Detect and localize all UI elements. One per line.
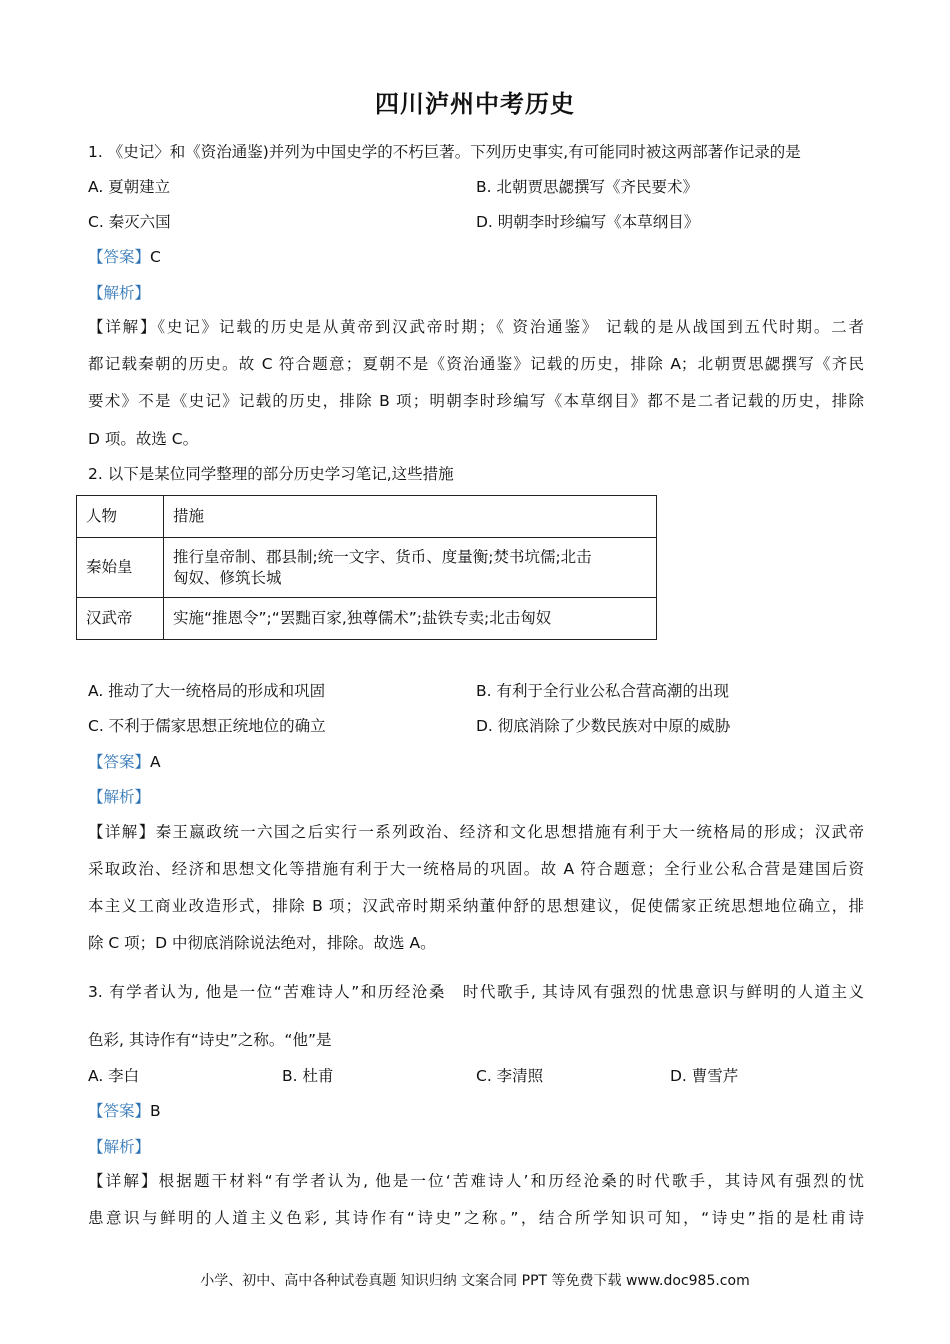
table-header-cell: 人物 [77,496,164,538]
q1-option-b: B. 北朝贾思勰撰写《齐民要术》 [476,178,698,196]
measures-line: 匈奴、修筑长城 [173,568,282,587]
q3-option-b: B. 杜甫 [282,1067,334,1085]
q1-detail-line: D 项。故选 C。 [88,430,199,448]
page-title: 四川泸州中考历史 [375,90,575,118]
q1-option-c: C. 秦灭六国 [88,213,171,231]
answer-value: C [150,248,161,266]
table-cell-person: 秦始皇 [77,538,164,598]
answer-tag: 【答案】 [88,753,151,771]
q2-option-d: D. 彻底消除了少数民族对中原的威胁 [476,717,731,735]
measures-line: 推行皇帝制、郡县制;统一文字、货币、度量衡;焚书坑儒;北击 [173,547,592,566]
q2-stem: 2. 以下是某位同学整理的部分历史学习笔记,这些措施 [88,465,454,483]
q3-detail-line: 【详解】根据题干材料“有学者认为, 他是一位‘苦难诗人’和历经沧桑的时代歌手，其诗风有强烈的忧 [88,1172,864,1190]
table-row [77,538,657,598]
table-row [77,598,657,640]
q3-analysis-tag: 【解析】 [88,1138,151,1156]
q2-analysis-tag: 【解析】 [88,788,151,806]
q3-option-a: A. 李白 [88,1067,140,1085]
q2-detail-line: 本主义工商业改造形式，排除 B 项；汉武帝时期采纳董仲舒的思想建议，促使儒家正统思想地位确立，排 [88,897,864,915]
q3-stem-line: 色彩, 其诗作有“诗史”之称。“他”是 [88,1031,332,1049]
q3-option-c: C. 李清照 [476,1067,544,1085]
q2-answer [88,751,161,773]
answer-value: A [150,753,161,771]
q1-analysis-tag: 【解析】 [88,284,151,302]
table-cell-measures [164,538,657,598]
q1-detail-line: 要术》不是《史记》记载的历史，排除 B 项；明朝李时珍编写《本草纲目》都不是二者记载的历史，排除 [88,392,864,410]
q1-detail-line: 【详解】《史记》记载的历史是从黄帝到汉武帝时期；《 资治通鉴》 记载的是从战国到五代时期。二者 [88,318,864,336]
table-header-cell: 措施 [164,496,657,538]
q2-option-a: A. 推动了大一统格局的形成和巩固 [88,682,326,700]
answer-value: B [150,1102,161,1120]
q1-detail-line: 都记载秦朝的历史。故 C 符合题意；夏朝不是《资治通鉴》记载的历史，排除 A；北朝贾思勰撰写《齐民 [88,355,864,373]
q1-option-d: D. 明朝李时珍编写《本草纲目》 [476,213,700,231]
notes-table [76,495,657,640]
q2-detail-line: 【详解】秦王嬴政统一六国之后实行一系列政治、经济和文化思想措施有利于大一统格局的形成；汉武帝 [88,823,864,841]
q3-stem-line: 3. 有学者认为, 他是一位“苦难诗人”和历经沧桑 时代歌手, 其诗风有强烈的忧患意识与鲜明的人道主义 [88,983,864,1001]
q3-option-d: D. 曹雪芹 [670,1067,739,1085]
q1-answer [88,246,161,268]
table-cell-measures: 实施“推恩令”;“罢黜百家,独尊儒术”;盐铁专卖;北击匈奴 [164,598,657,640]
q2-option-c: C. 不利于儒家思想正统地位的确立 [88,717,326,735]
q2-detail-line: 除 C 项；D 中彻底消除说法绝对，排除。故选 A。 [88,934,436,952]
q3-detail-line: 患意识与鲜明的人道主义色彩, 其诗作有“诗史”之称。”，结合所学知识可知，“诗史”指的是杜甫诗 [88,1209,864,1227]
q2-detail-line: 采取政治、经济和思想文化等措施有利于大一统格局的巩固。故 A 符合题意；全行业公私合营是建国后资 [88,860,864,878]
q1-option-a: A. 夏朝建立 [88,178,171,196]
table-header-row [77,496,657,538]
answer-tag: 【答案】 [88,1102,151,1120]
q1-stem: 1. 《史记〉和《资治通鉴)并列为中国史学的不朽巨著。下列历史事实,有可能同时被这两部著作记录的是 [88,143,801,161]
page-footer: 小学、初中、高中各种试卷真题 知识归纳 文案合同 PPT 等免费下载 www.doc985.com [200,1273,750,1289]
table-cell-person: 汉武帝 [77,598,164,640]
q3-answer [88,1100,161,1122]
q2-option-b: B. 有利于全行业公私合营高潮的出现 [476,682,729,700]
answer-tag: 【答案】 [88,248,151,266]
